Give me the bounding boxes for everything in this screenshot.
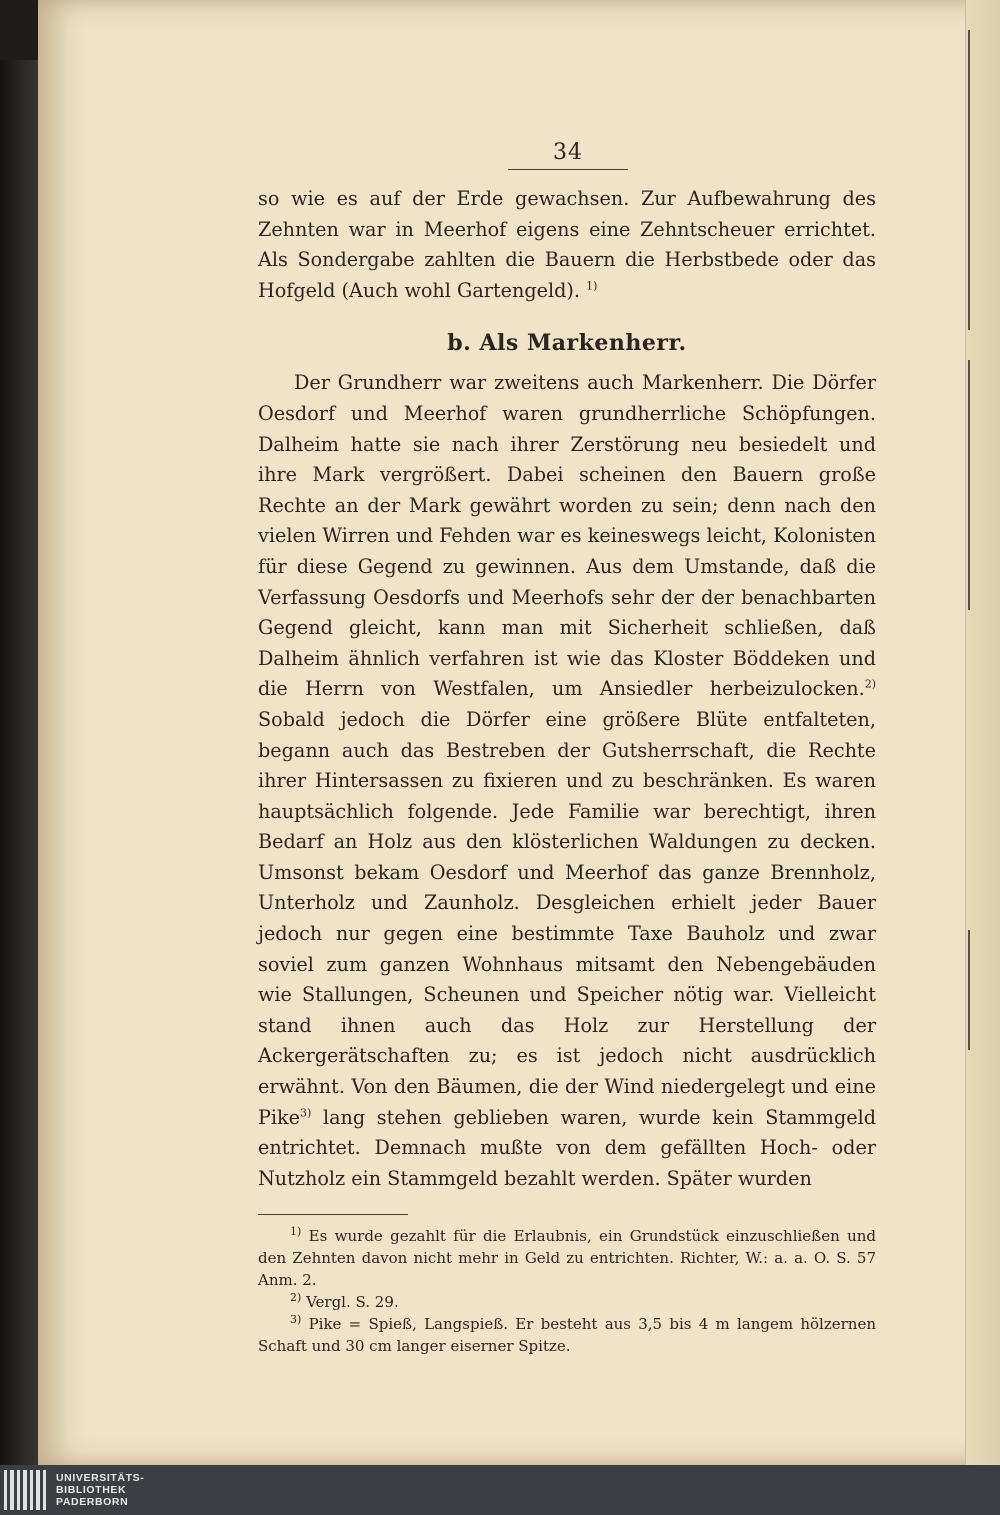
main-paragraph (258, 368, 876, 1194)
main-paragraph-text-1: Der Grundherr war zweitens auch Markenherr. Die Dörfer Oesdorf und Meerhof waren grundherrliche Schöpfungen. Dalheim hatte sie nach ihrer Zerstörung neu besiedelt und ihre Mark vergrößert. Dabei scheinen den Bauern große Rechte an der Mark gewährt worden zu sein; denn nach den vielen Wirren und Fehden war es keineswegs leicht, Kolonisten für diese Gegend zu gewinnen. Aus dem Umstande, daß die Verfassung Oesdorfs und Meerhofs sehr der der benachbarten Gegend gleicht, kann man mit Sicherheit schließen, daß Dalheim ähnlich verfahren ist wie das Kloster Böddeken und die Herrn von Westfalen, um Ansiedler herbeizulocken. (258, 371, 876, 701)
footnote-text: Es wurde gezahlt für die Erlaubnis, ein Grundstück einzuschließen und den Zehnten davon nicht mehr in Geld zu entrichten. Richter, W.: a. a. O. S. 57 Anm. 2. (258, 1227, 876, 1290)
section-heading: b. Als Markenherr. (447, 330, 687, 357)
main-paragraph-text-3: lang stehen geblieben waren, wurde kein Stammgeld entrichtet. Demnach mußte von dem gefällten Hoch- oder Nutzholz ein Stammgeld bezahlt werden. Später wurden (258, 1105, 876, 1190)
text-block (258, 140, 876, 1357)
library-logo[interactable] (4, 1469, 144, 1511)
page-number: 34 (553, 140, 583, 165)
opening-paragraph (258, 184, 876, 306)
footnote-ref-1: 1) (586, 279, 598, 293)
footnote-marker: 1) (290, 1225, 302, 1239)
library-logo-icon (4, 1470, 46, 1510)
library-logo-text (56, 1472, 144, 1508)
page-edge-line (968, 30, 970, 330)
library-footer-bar (0, 1465, 1000, 1515)
page-edge-line (968, 360, 970, 610)
logo-line: PADERBORN (56, 1496, 129, 1508)
footnote-ref-2: 2) (864, 677, 876, 691)
footnote-rule (258, 1214, 408, 1215)
logo-line: BIBLIOTHEK (56, 1484, 127, 1496)
main-paragraph-text-2: Sobald jedoch die Dörfer eine größere Blüte entfalteten, begann auch das Bestreben der Gutsherrschaft, die Rechte ihrer Hintersassen zu fixieren und zu beschränken. Es waren hauptsächlich folgende. Jede Familie war berechtigt, ihren Bedarf an Holz aus den klösterlichen Waldungen zu decken. Umsonst bekam Oesdorf und Meerhof das ganze Brennholz, Unterholz und Zaunholz. Desgleichen erhielt jeder Bauer jedoch nur gegen eine bestimmte Taxe Bauholz und zwar soviel zum ganzen Wohnhaus mitsamt den Nebengebäuden wie Stallungen, Scheunen und Speicher nötig war. Vielleicht stand ihnen auch das Holz zur Herstellung der Ackergerätschaften zu; es ist jedoch nicht ausdrücklich erwähnt. Von den Bäumen, die der Wind niedergelegt und eine Pike (258, 707, 876, 1129)
footnote (258, 1313, 876, 1357)
footnote-marker: 2) (290, 1291, 302, 1305)
next-page-edge (965, 0, 1000, 1465)
footnote (258, 1291, 876, 1313)
opening-paragraph-text: so wie es auf der Erde gewachsen. Zur Aufbewahrung des Zehnten war in Meerhof eigens eine Zehntscheuer errichtet. Als Sondergabe zahlten die Bauern die Herbstbede oder das Hofgeld (Auch wohl Gartengeld). (258, 187, 876, 302)
book-cover-edge (0, 60, 40, 1465)
footnote-text: Pike = Spieß, Langspieß. Er besteht aus 3,5 bis 4 m langem hölzernen Schaft und 30 cm langer eiserner Spitze. (258, 1315, 876, 1356)
page-edge-line (968, 930, 970, 1050)
logo-line: UNIVERSITÄTS- (56, 1472, 145, 1484)
footnote-text: Vergl. S. 29. (306, 1293, 399, 1312)
footnote (258, 1225, 876, 1291)
footnote-ref-3: 3) (300, 1106, 312, 1120)
footnote-marker: 3) (290, 1313, 302, 1327)
page-number-rule (508, 169, 628, 170)
